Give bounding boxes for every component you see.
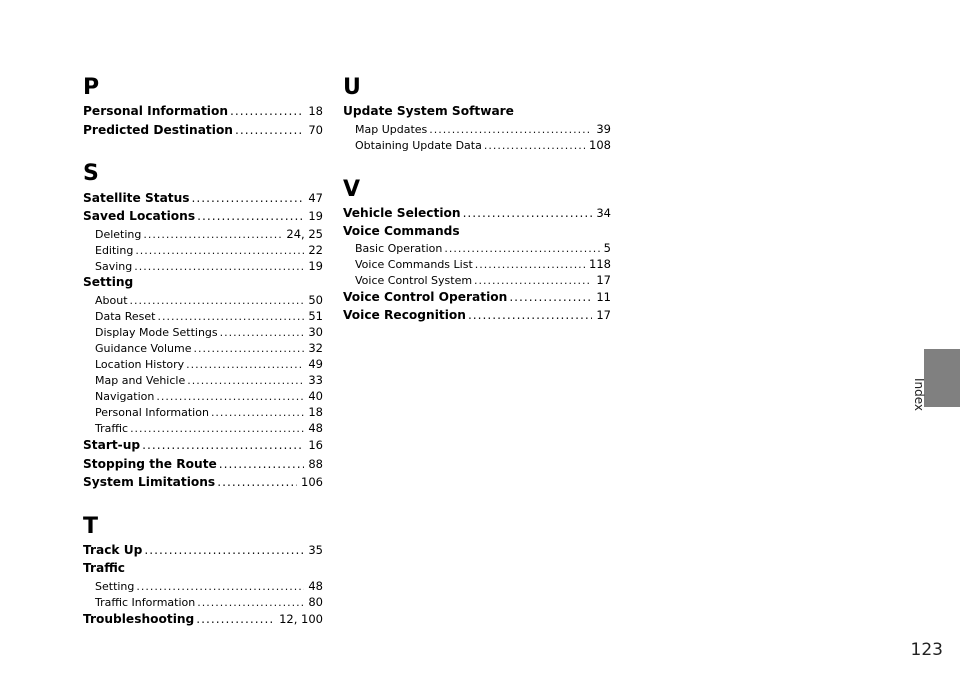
index-entry: Traffic [83,561,126,575]
section-letter-p: P [83,75,100,100]
section-letter-v: V [343,177,361,202]
index-entry: Voice Recognition ..... 17 [343,308,611,325]
index-entry: Start-up ..... 16 [83,438,323,455]
index-subentry: Traffic Information ..... 80 [83,595,323,612]
side-tab-label: Index [912,378,926,412]
index-entry: Voice Commands [343,224,460,238]
index-entry: Troubleshooting ..... 12, 100 [83,612,323,629]
section-letter-s: S [83,161,99,186]
page-number: 123 [910,640,943,660]
index-subentry: Basic Operation ..... 5 [343,241,611,258]
index-subentry: Personal Information ..... 18 [83,405,323,422]
index-entry: Voice Control Operation ..... 11 [343,290,611,307]
index-entry: Update System Software [343,104,514,118]
index-entry: Setting [83,275,134,289]
section-letter-t: T [83,514,99,539]
index-subentry: Obtaining Update Data ..... 108 [343,138,611,155]
index-subentry: Location History ..... 49 [83,357,323,374]
index-subentry: Guidance Volume ..... 32 [83,341,323,358]
index-entry: Predicted Destination ..... 70 [83,123,323,140]
index-subentry: Deleting ..... 24, 25 [83,227,323,244]
index-subentry: Data Reset ..... 51 [83,309,323,326]
index-entry: System Limitations ..... 106 [83,475,323,492]
index-subentry: Navigation ..... 40 [83,389,323,406]
section-letter-u: U [343,75,361,100]
index-entry: Stopping the Route ..... 88 [83,457,323,474]
index-subentry: Editing ..... 22 [83,243,323,260]
index-subentry: Traffic ..... 48 [83,421,323,438]
index-subentry: Setting ..... 48 [83,579,323,596]
index-subentry: Map and Vehicle ..... 33 [83,373,323,390]
index-side-tab [924,349,960,407]
index-entry: Personal Information ..... 18 [83,104,323,121]
index-subentry: Map Updates ..... 39 [343,122,611,139]
index-subentry: Saving ..... 19 [83,259,323,276]
index-subentry: About ..... 50 [83,293,323,310]
index-entry: Saved Locations ..... 19 [83,209,323,226]
index-subentry: Voice Control System ..... 17 [343,273,611,290]
index-subentry: Voice Commands List ..... 118 [343,257,611,274]
index-subentry: Display Mode Settings ..... 30 [83,325,323,342]
index-entry: Track Up ..... 35 [83,543,323,560]
index-entry: Satellite Status ..... 47 [83,191,323,208]
index-entry: Vehicle Selection ..... 34 [343,206,611,223]
